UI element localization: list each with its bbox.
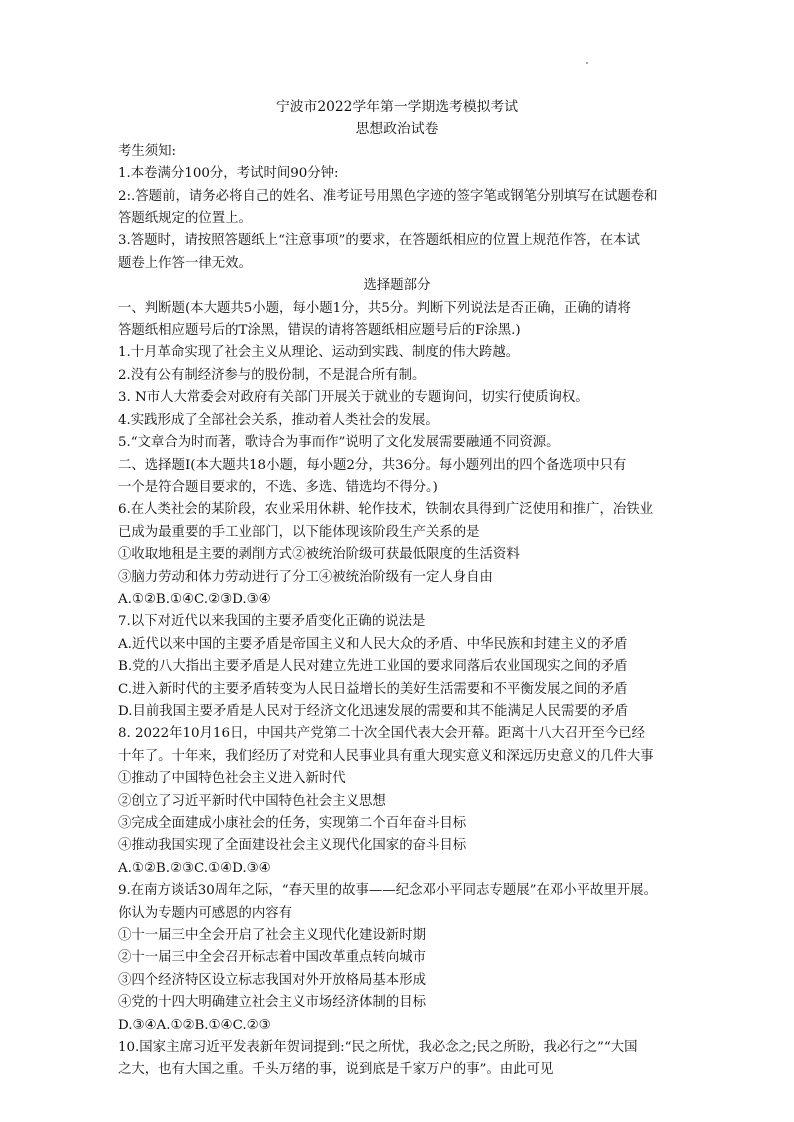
question-6-line: ①收取地租是主要的剥削方式②被统治阶级可获最低限度的生活资料 [118, 547, 520, 563]
question-8-line: 十年了。十年来，我们经历了对党和人民事业具有重大现实意义和深远历史意义的几件大事 [118, 748, 654, 764]
exam-title: 宁波市2022学年第一学期选考模拟考试 [275, 99, 519, 115]
section-title: 选择题部分 [363, 278, 431, 294]
section-heading-line: 二、选择题I(本大题共18小题，每小题2分，共36分。每小题列出的四个备选项中只有 [118, 457, 627, 473]
question-8-line: ③完成全面建成小康社会的任务，实现第二个百年奋斗目标 [118, 816, 467, 831]
multiple-choice-section [118, 455, 676, 1082]
question-9-line: 你认为专题内可感恩的内容有 [118, 905, 293, 921]
question-8-line: ②创立了习近平新时代中国特色社会主义思想 [118, 793, 386, 809]
question-8-options: A.①②B.②③C.①④D.③④ [118, 860, 271, 876]
question-9-line: ③四个经济特区设立标志我国对外开放格局基本形成 [118, 972, 426, 988]
question-6-line: ③脑力劳动和体力劳动进行了分工④被统治阶级有一定人身自由 [118, 569, 493, 585]
question-8-line: ①推动了中国特色社会主义进入新时代 [118, 771, 346, 787]
question-item: 3. N市人大常委会对政府有关部门开展关于就业的专题询问，切实行使质询权。 [118, 390, 589, 406]
question-6-options: A.①②B.①④C.②③D.③④ [118, 591, 271, 607]
question-9-options: D.③④A.①②B.①④C.②③ [118, 1017, 271, 1033]
question-7-option: D.目前我国主要矛盾是人民对于经济文化迅速发展的需要和其不能满足人民需要的矛盾 [118, 703, 628, 719]
question-9-line: ①十一届三中全会开启了社会主义现代化建设新时期 [118, 928, 426, 944]
question-item: 5.“文章合为时而著，歌诗合为事而作”说明了文化发展需要融通不同资源。 [118, 435, 560, 451]
notice-line: 答题纸规定的位置上。 [118, 211, 252, 227]
notice-line: 3.答题时，请按照答题纸上“注意事项”的要求，在答题纸相应的位置上规范作答，在本试 [118, 233, 640, 249]
question-6-line: 6.在人类社会的某阶段，农业采用休耕、轮作技术，铁制农具得到广泛使用和推广，冶铁业 [118, 502, 654, 518]
question-10-line: 10.国家主席习近平发表新年贺词提到:“民之所忧，我必念之;民之所盼，我必行之”“大国 [118, 1040, 638, 1056]
question-8-line: 8. 2022年10月16日，中国共产党第二十次全国代表大会开幕。距离十八大召开至今已经 [118, 726, 646, 742]
question-9-line: 9.在南方谈话30周年之际，“春天里的故事——纪念邓小平同志专题展”在邓小平故里开展。 [118, 883, 657, 899]
exam-paper-page [118, 96, 676, 1082]
question-6-line: 已成为最重要的手工业部门，以下能体现该阶段生产关系的是 [118, 524, 480, 540]
question-7-option: B.党的八大指出主要矛盾是人民对建立先进工业国的要求同落后农业国现实之间的矛盾 [118, 659, 628, 675]
scan-speck [586, 62, 588, 64]
section-heading-line: 一、判断题(本大题共5小题，每小题1分，共5分。判断下列说法是否正确，正确的请将 [118, 300, 631, 316]
question-9-line: ④党的十四大明确建立社会主义市场经济体制的目标 [118, 995, 426, 1011]
notice-line: 1.本卷满分100分，考试时间90分钟: [118, 166, 339, 182]
question-8-line: ④推动我国实现了全面建设社会主义现代化国家的奋斗目标 [118, 838, 467, 854]
question-10-line: 之大，也有大国之重。千头万绪的事，说到底是千家万户的事”。由此可见 [118, 1062, 554, 1078]
question-item: 2.没有公有制经济参与的股份制，不是混合所有制。 [118, 367, 426, 383]
question-7-line: 7.以下对近代以来我国的主要矛盾变化正确的说法是 [118, 614, 426, 630]
candidate-notice [118, 141, 676, 275]
section-heading-line: 一个是符合题目要求的，不选、多选、错选均不得分。) [118, 479, 438, 495]
exam-subtitle: 思想政治试卷 [355, 121, 439, 138]
question-7-option: C.进入新时代的主要矛盾转变为人民日益增长的美好生活需要和不平衡发展之间的矛盾 [118, 681, 628, 697]
notice-line: 2:.答题前，请务必将自己的姓名、准考证号用黑色字迹的签字笔或钢笔分别填写在试题卷和 [118, 188, 658, 204]
question-item: 1.十月革命实现了社会主义从理论、运动到实践、制度的伟大跨越。 [118, 345, 520, 361]
notice-heading: 考生须知: [118, 143, 177, 159]
question-9-line: ②十一届三中全会召开标志着中国改革重点转向城市 [118, 950, 426, 966]
question-item: 4.实践形成了全部社会关系，推动着人类社会的发展。 [118, 412, 439, 428]
notice-line: 题卷上作答一律无效。 [118, 255, 252, 271]
section-heading-line: 答题纸相应题号后的T涂黑，错误的请将答题纸相应题号后的F涂黑.) [118, 323, 521, 339]
judgment-section [118, 298, 676, 455]
question-7-option: A.近代以来中国的主要矛盾是帝国主义和人民大众的矛盾、中华民族和封建主义的矛盾 [118, 636, 628, 652]
